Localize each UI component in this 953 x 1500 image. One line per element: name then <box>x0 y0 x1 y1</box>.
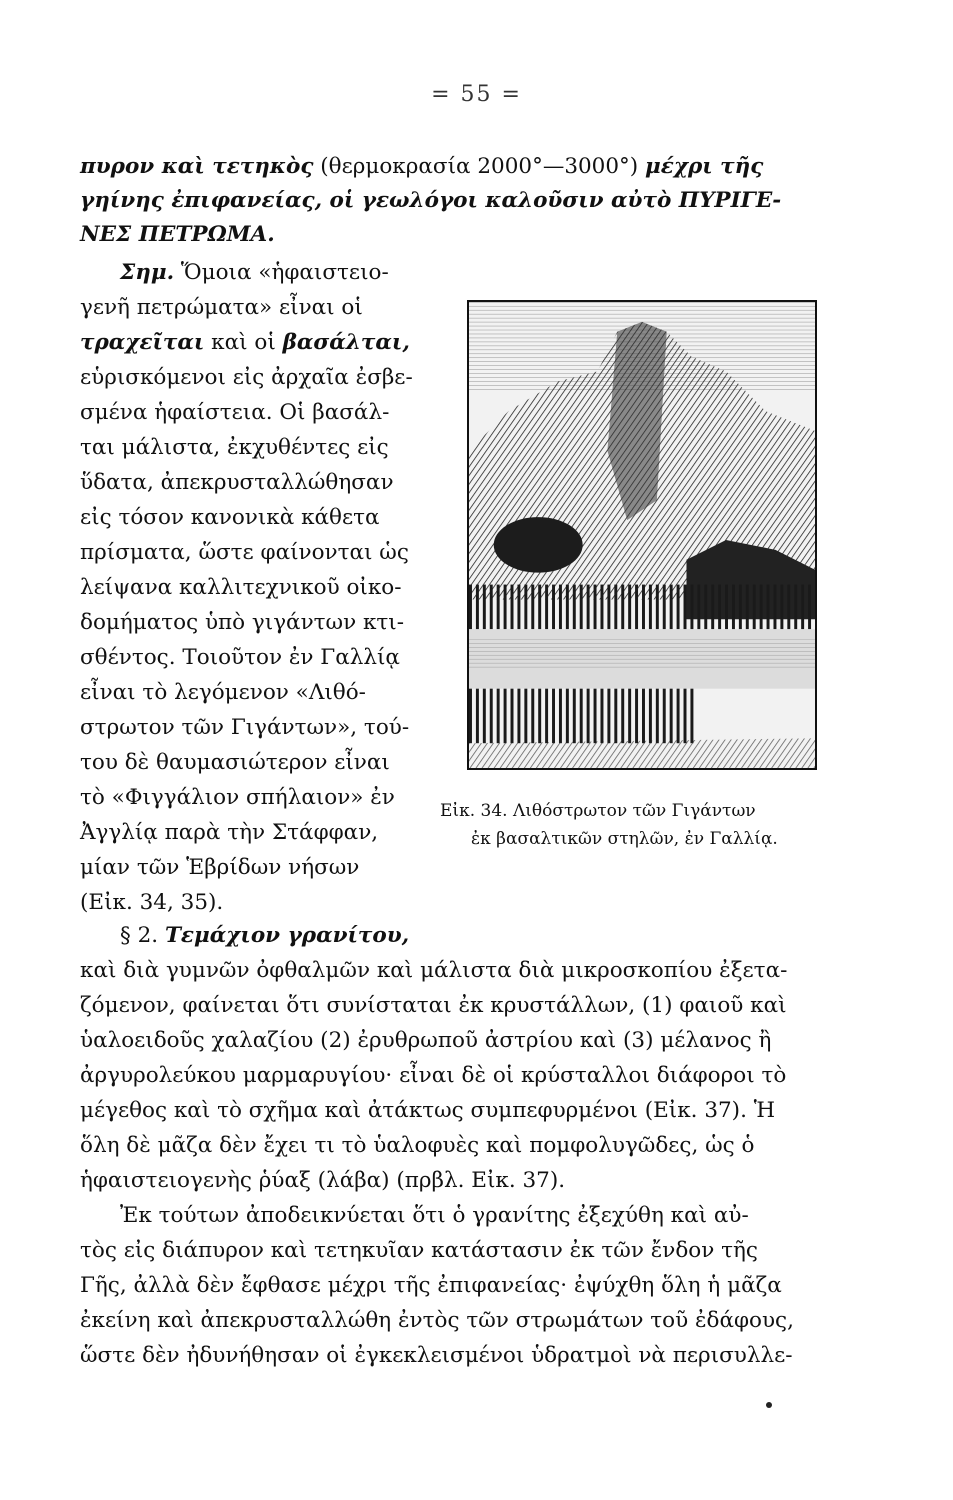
text-line: (Εἰκ. 34, 35). <box>80 890 224 915</box>
text-line: μέγεθος καὶ τὸ σχῆμα καὶ ἀτάκτως συμπεφυρμένοι (Εἰκ. 37). Ἡ <box>80 1098 776 1123</box>
section-heading: § 2. Τεμάχιον γρανίτου, <box>120 923 410 948</box>
figure-caption: ἐκ βασαλτικῶν στηλῶν, ἐν Γαλλίᾳ. <box>471 829 778 849</box>
text-line: σμένα ἡφαίστεια. Οἱ βασάλ- <box>80 400 390 425</box>
text-line: στρωτον τῶν Γιγάντων», τού- <box>80 715 410 740</box>
text-line: Σημ. Ὅμοια «ἡφαιστειο- <box>120 260 389 285</box>
text-line: εἶναι τὸ λεγόμενον «Λιθό- <box>80 680 366 705</box>
figure-basalt-illustration <box>467 300 817 770</box>
text-line: σθέντος. Τοιοῦτον ἐν Γαλλίᾳ <box>80 645 400 670</box>
figure-caption: Εἰκ. 34. Λιθόστρωτον τῶν Γιγάντων <box>440 801 756 821</box>
text-line: ζόμενον, φαίνεται ὅτι συνίσταται ἐκ κρυστάλλων, (1) φαιοῦ καὶ <box>80 993 787 1018</box>
text-line: ἐκείνη καὶ ἀπεκρυσταλλώθη ἐντὸς τῶν στρωμάτων τοῦ ἐδάφους, <box>80 1308 794 1333</box>
text-line: Ἐκ τούτων ἀποδεικνύεται ὅτι ὁ γρανίτης ἐξεχύθη καὶ αὐ- <box>120 1203 749 1228</box>
ink-spot <box>766 1402 772 1408</box>
text-line: εἰς τόσον κανονικὰ κάθετα <box>80 505 380 530</box>
text-line: του δὲ θαυμασιώτερον εἶναι <box>80 750 390 775</box>
text-line: ἡφαιστειογενὴς ῥύαξ (λάβα) (πρβλ. Εἰκ. 37). <box>80 1168 566 1193</box>
text-line: Ἀγγλίᾳ παρὰ τὴν Στάφφαν, <box>80 820 379 845</box>
text-line: Γῆς, ἀλλὰ δὲν ἔφθασε μέχρι τῆς ἐπιφανείας· ἐψύχθη ὅλη ἡ μᾶζα <box>80 1273 782 1298</box>
text-line: ὅλη δὲ μᾶζα δὲν ἔχει τι τὸ ὑαλοφυὲς καὶ πομφολυγῶδες, ὡς ὁ <box>80 1133 755 1158</box>
text-line: καὶ διὰ γυμνῶν ὀφθαλμῶν καὶ μάλιστα διὰ μικροσκοπίου ἐξετα- <box>80 958 788 983</box>
text-line: γενῆ πετρώματα» εἶναι οἱ <box>80 295 363 320</box>
text-line: ἀργυρολεύκου μαρμαρυγίου· εἶναι δὲ οἱ κρύσταλλοι διάφοροι τὸ <box>80 1063 787 1088</box>
text-line: πυρον καὶ τετηκὸς (θερμοκρασία 2000°—3000°) μέχρι τῆς <box>80 154 764 179</box>
text-line: δομήματος ὑπὸ γιγάντων κτι- <box>80 610 405 635</box>
text-line: ὥστε δὲν ἠδυνήθησαν οἱ ἐγκεκλεισμένοι ὑδρατμοὶ νὰ περισυλλε- <box>80 1343 793 1368</box>
text-line: γηίνης ἐπιφανείας, οἱ γεωλόγοι καλοῦσιν αὐτὸ ΠΥΡΙΓΕ- <box>80 188 782 213</box>
text-line: ὑαλοειδοῦς χαλαζίου (2) ἐρυθρωποῦ ἀστρίου καὶ (3) μέλανος ἢ <box>80 1028 772 1053</box>
text-line: ΝΕΣ ΠΕΤΡΩΜΑ. <box>80 222 275 247</box>
text-line: εὑρισκόμενοι εἰς ἀρχαῖα ἐσβε- <box>80 365 413 390</box>
page-number: = 55 = <box>431 82 522 107</box>
text-line: λείψανα καλλιτεχνικοῦ οἰκο- <box>80 575 402 600</box>
text-line: ται μάλιστα, ἐκχυθέντες εἰς <box>80 435 389 460</box>
text-line: τὸς εἰς διάπυρον καὶ τετηκυῖαν κατάστασιν ἐκ τῶν ἔνδον τῆς <box>80 1238 758 1263</box>
text-line: πρίσματα, ὥστε φαίνονται ὡς <box>80 540 409 565</box>
text-line: τραχεῖται καὶ οἱ βασάλται, <box>80 330 410 355</box>
basalt-landscape-engraving <box>469 302 815 768</box>
text-line: ὕδατα, ἀπεκρυσταλλώθησαν <box>80 470 394 495</box>
text-line: μίαν τῶν Ἑβρίδων νήσων <box>80 855 360 880</box>
text-line: τὸ «Φιγγάλιον σπήλαιον» ἐν <box>80 785 395 810</box>
